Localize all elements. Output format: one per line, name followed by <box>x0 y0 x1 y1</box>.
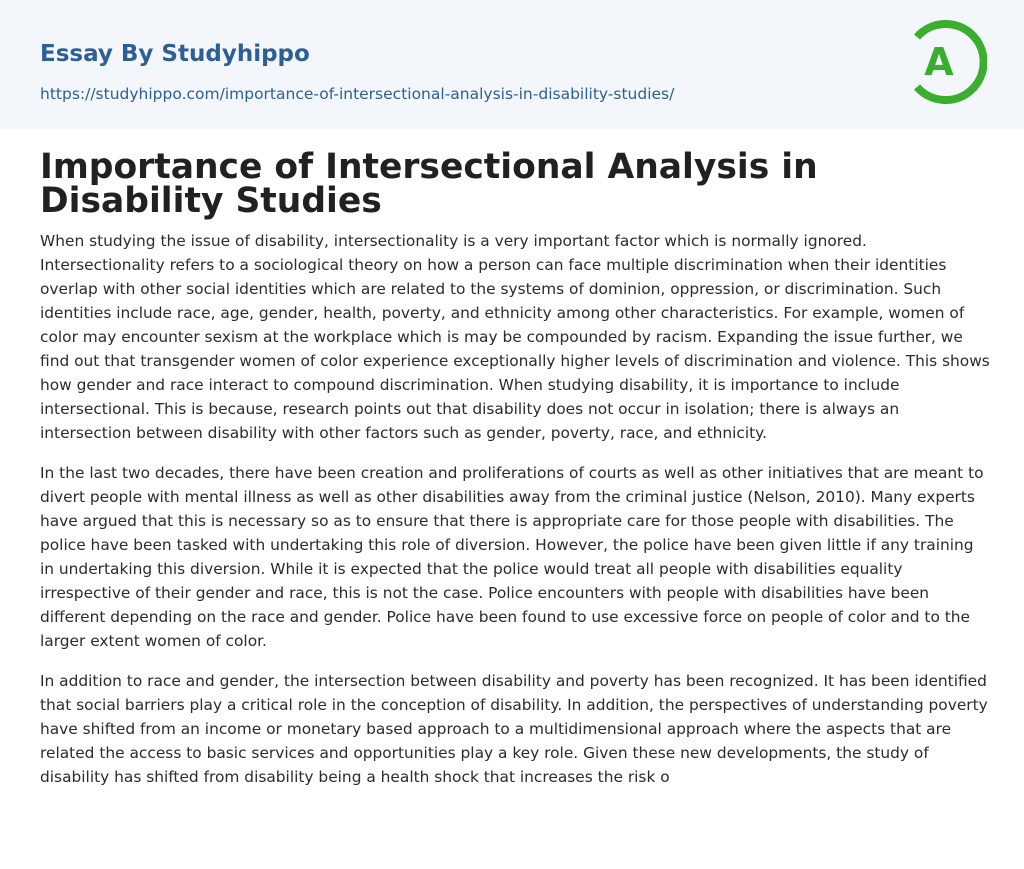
logo-letter: A <box>924 40 954 84</box>
site-header <box>0 0 1024 129</box>
article-body <box>40 229 990 805</box>
paragraph: When studying the issue of disability, intersectionality is a very important factor which is normally ignored. Intersectionality refers to a sociological theory on how a person can face multiple discrimination when their identities overlap with other social identities which are related to the systems of dominion, oppression, or discrimination. Such identities include race, age, gender, health, poverty, and ethnicity among other characteristics. For example, women of color may encounter sexism at the workplace which is may be compounded by racism. Expanding the issue further, we find out that transgender women of color experience exceptionally higher levels of discrimination and violence. This shows how gender and race interact to compound discrimination. When studying disability, it is importance to include intersectional. This is because, research points out that disability does not occur in isolation; there is always an intersection between disability with other factors such as gender, poverty, race, and ethnicity. <box>40 232 990 442</box>
studyhippo-logo-icon[interactable] <box>903 19 987 105</box>
paragraph: In the last two decades, there have been creation and proliferations of courts as well as other initiatives that are meant to divert people with mental illness as well as other disabilities away from the criminal justice (Nelson, 2010). Many experts have argued that this is necessary so as to ensure that there is appropriate care for those people with disabilities. The police have been tasked with undertaking this role of diversion. However, the police have been given little if any training in undertaking this diversion. While it is expected that the police would treat all people with disabilities equality irrespective of their gender and race, this is not the case. Police encounters with people with disabilities have been different depending on the race and gender. Police have been found to use excessive force on people of color and to the larger extent women of color. <box>40 464 984 650</box>
page-title: Importance of Intersectional Analysis in Disability Studies <box>40 147 818 221</box>
site-brand[interactable]: Essay By Studyhippo <box>40 41 310 67</box>
paragraph: In addition to race and gender, the intersection between disability and poverty has been recognized. It has been identified that social barriers play a critical role in the conception of disability. In addition, the perspectives of understanding poverty have shifted from an income or monetary based approach to a multidimensional approach where the aspects that are related the access to basic services and opportunities play a key role. Given these new developments, the study of disability has shifted from disability being a health shock that increases the risk o <box>40 672 988 786</box>
source-url-link[interactable]: https://studyhippo.com/importance-of-intersectional-analysis-in-disability-studies/ <box>40 85 675 103</box>
